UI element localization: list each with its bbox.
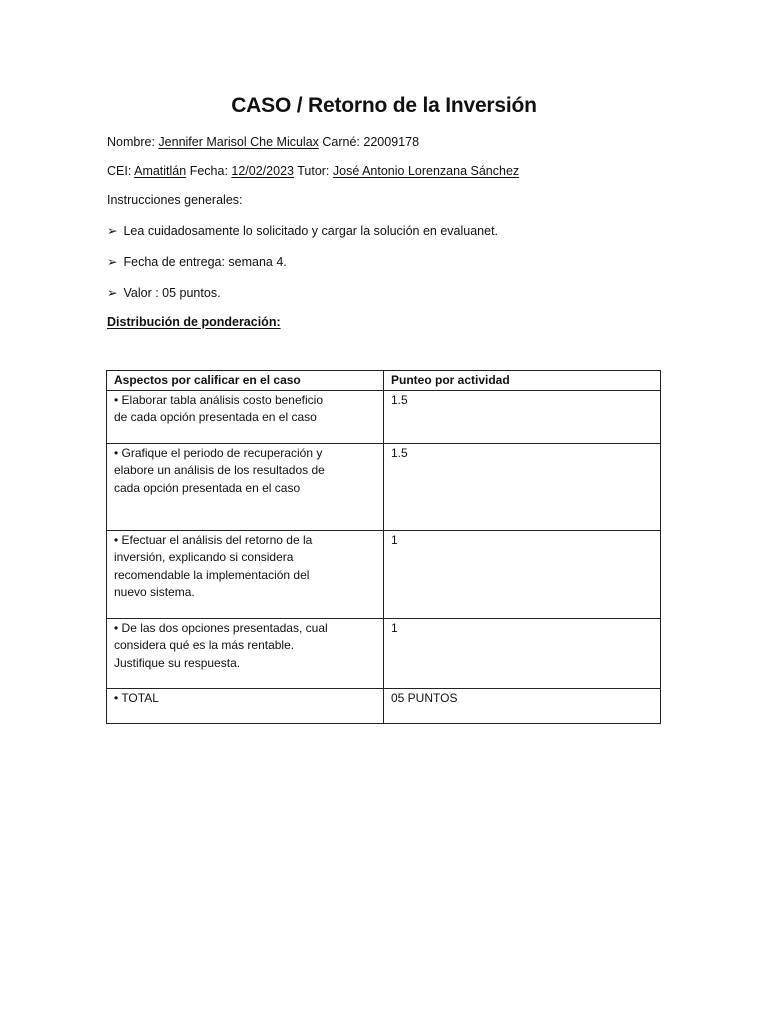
instrucciones-heading: Instrucciones generales: [107,193,243,207]
points-cell: 05 PUNTOS [384,688,661,723]
column-header-aspects: Aspectos por calificar en el caso [107,371,384,391]
grading-table [106,370,661,724]
instruction-text: Lea cuidadosamente lo solicitado y cargar la solución en evaluanet. [123,224,499,238]
aspect-cell [107,618,384,688]
table-row [107,390,661,443]
cei-label: CEI: [107,164,132,178]
nombre-label: Nombre: [107,135,155,149]
table-header-row [107,371,661,391]
aspect-text: • TOTAL [114,690,159,705]
nombre-value: Jennifer Marisol Che Miculax [158,135,319,149]
table-row [107,530,661,618]
aspect-text: • Elaborar tabla análisis costo beneficio de cada opción presentada en el caso [114,392,323,424]
carne-label: Carné: [322,135,360,149]
points-cell: 1 [384,618,661,688]
points-cell: 1 [384,530,661,618]
cei-value: Amatitlán [134,164,187,178]
table-row [107,688,661,723]
aspect-cell [107,390,384,443]
aspect-cell [107,530,384,618]
instruction-item [107,254,287,270]
tutor-label: Tutor: [297,164,330,178]
cei-date-tutor-line [107,163,519,179]
carne-value: 22009178 [363,135,420,149]
arrow-bullet-icon: ➢ [107,286,118,300]
document-title: CASO / Retorno de la Inversión [231,94,537,117]
table-row [107,618,661,688]
points-cell: 1.5 [384,443,661,530]
instruction-text: Valor : 05 puntos. [123,286,221,300]
instruction-text: Fecha de entrega: semana 4. [123,255,287,269]
fecha-label: Fecha: [189,164,228,178]
aspect-cell [107,688,384,723]
aspect-cell [107,443,384,530]
arrow-bullet-icon: ➢ [107,224,118,238]
points-cell: 1.5 [384,390,661,443]
aspect-text: • Grafique el periodo de recuperación y elabore un análisis de los resultados de cada opción presentada en el caso [114,445,325,495]
aspect-text: • De las dos opciones presentadas, cual considera qué es la más rentable. Justifique su respuesta. [114,620,328,670]
aspect-text: • Efectuar el análisis del retorno de la inversión, explicando si considera recomendable la implementación del nuevo sistema. [114,532,313,599]
table-row [107,443,661,530]
student-name-line [107,134,419,150]
instruction-item [107,285,221,301]
instruction-item [107,223,498,239]
arrow-bullet-icon: ➢ [107,255,118,269]
distribucion-heading: Distribución de ponderación: [107,315,281,329]
tutor-value: José Antonio Lorenzana Sánchez [332,164,520,178]
column-header-points: Punteo por actividad [384,371,661,391]
fecha-value: 12/02/2023 [231,164,294,178]
